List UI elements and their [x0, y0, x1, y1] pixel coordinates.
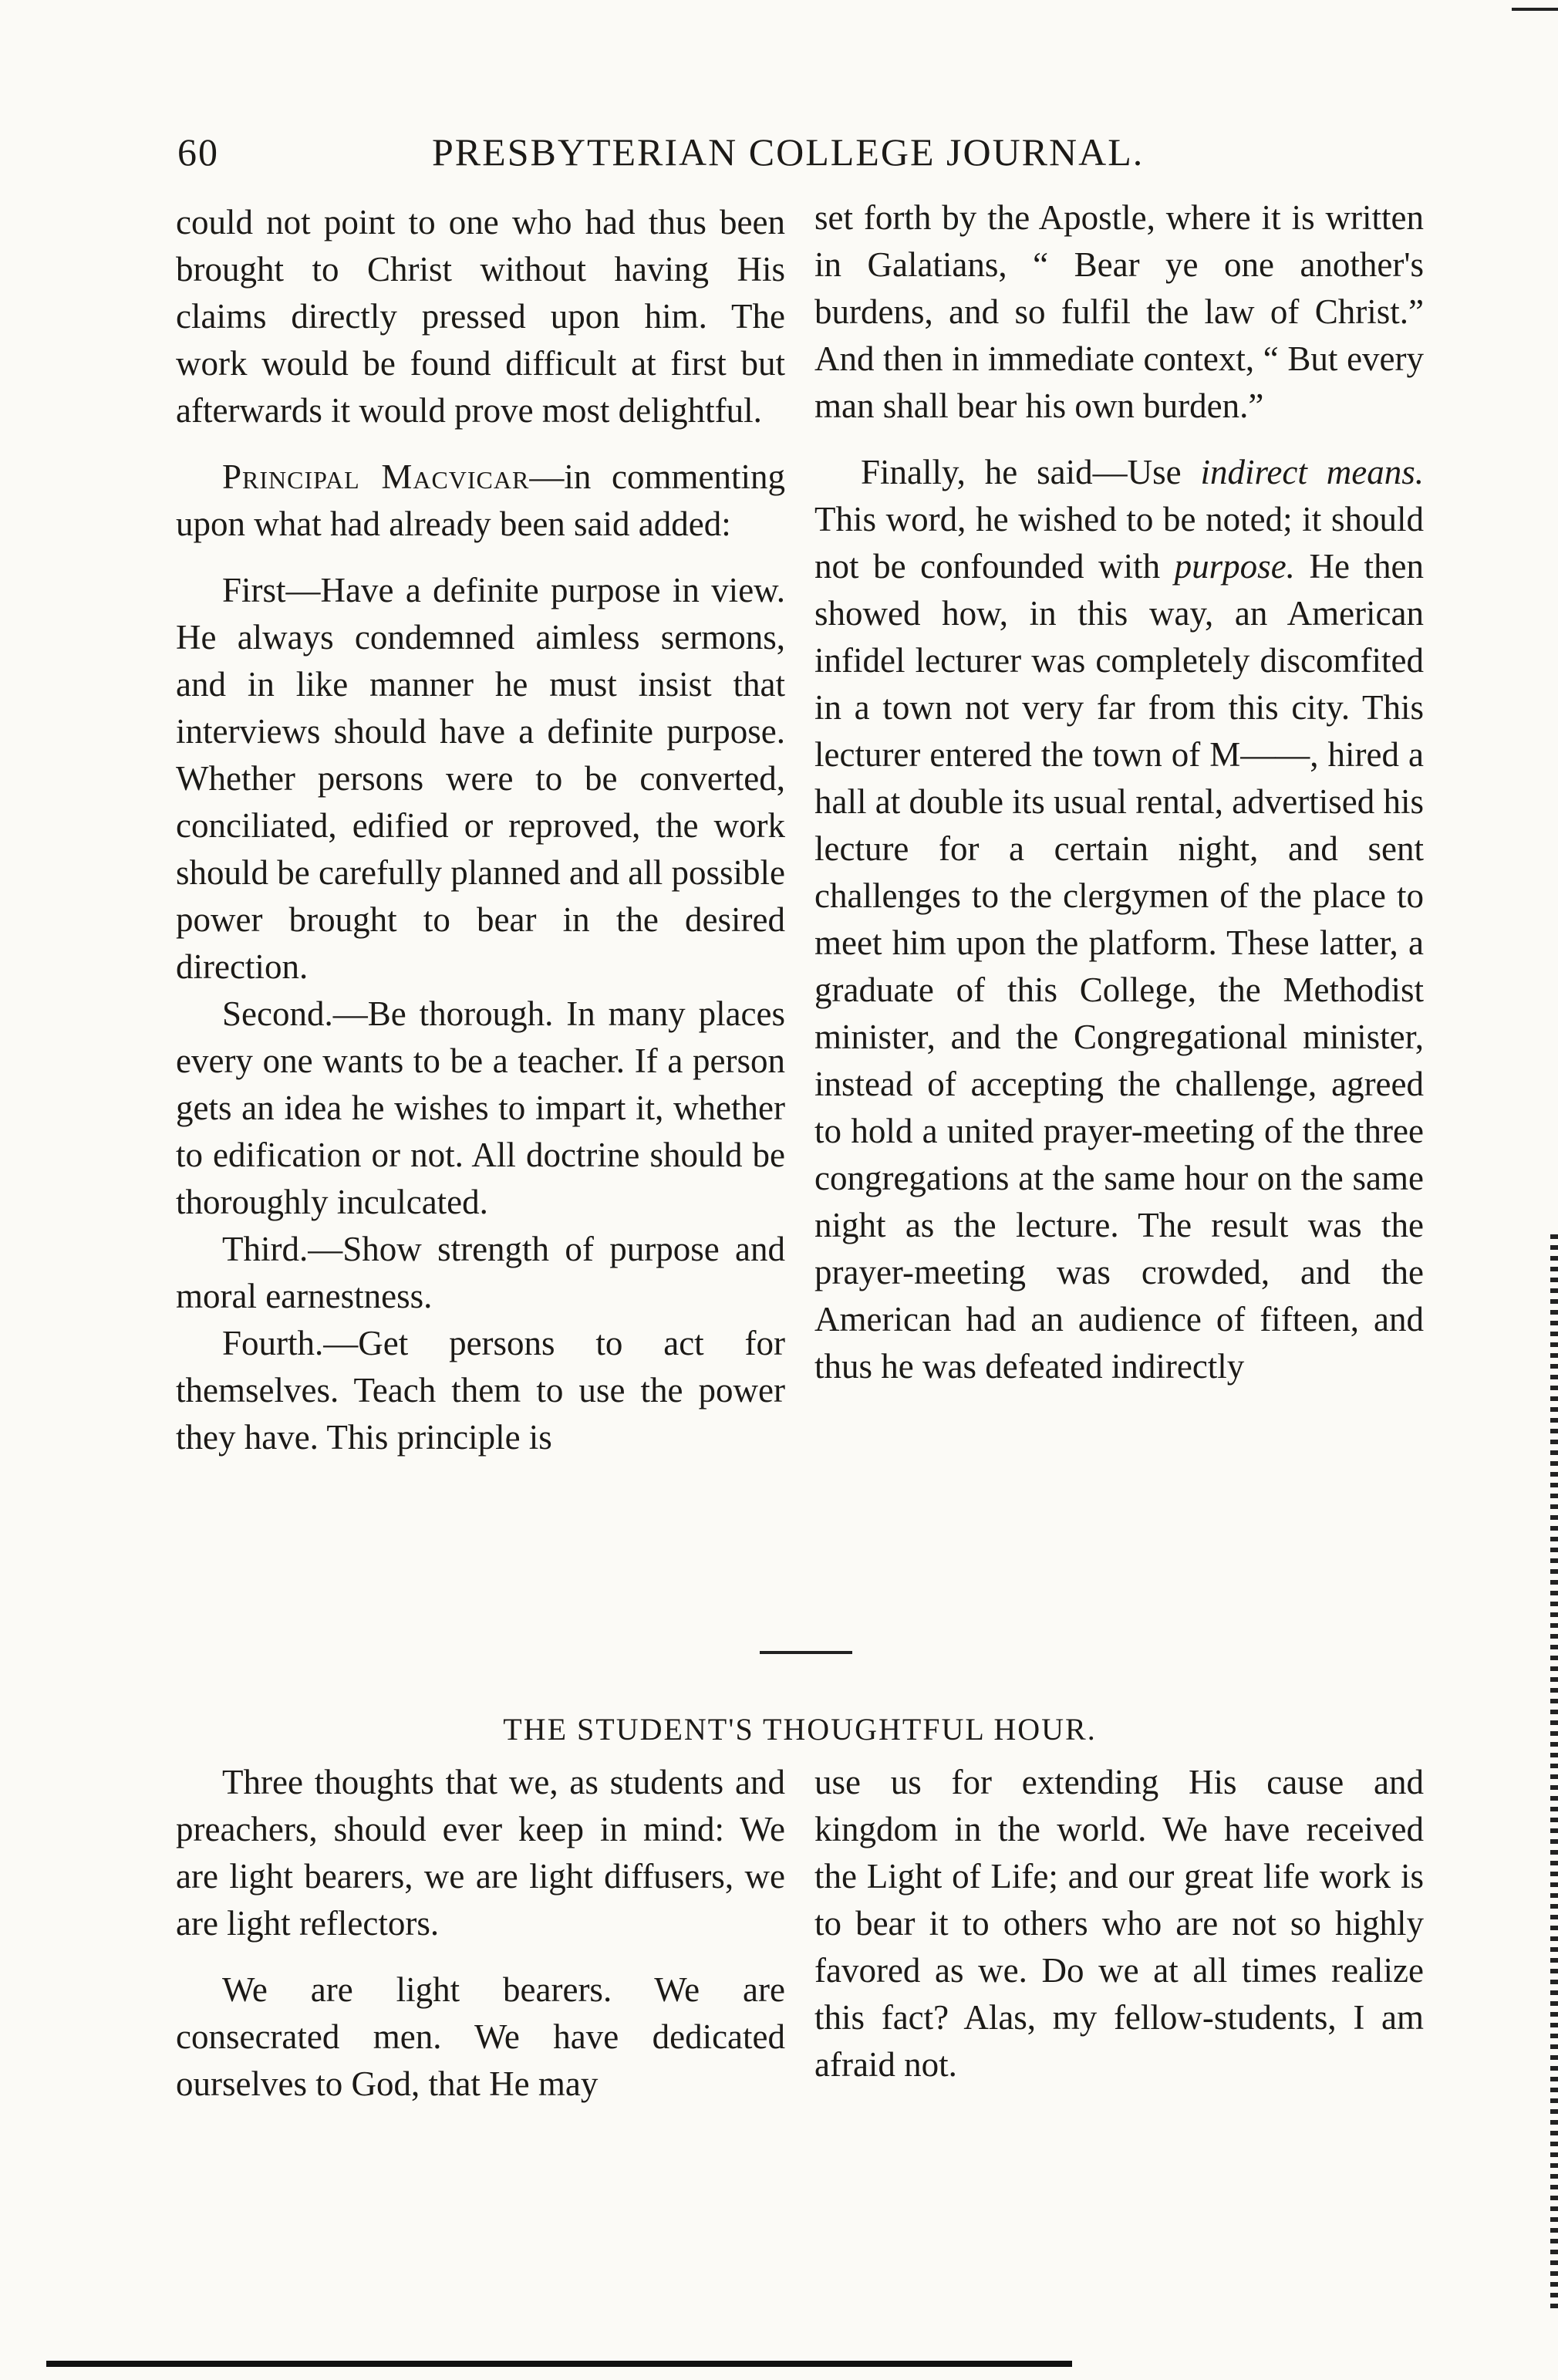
emphasis: purpose. [1174, 547, 1295, 586]
paragraph: Third.—Show strength of purpose and moral earnestness. [176, 1230, 785, 1315]
paragraph: Fourth.—Get persons to act for themselves. Teach them to use the power they have. This principle is [176, 1324, 785, 1457]
article-right-column [814, 194, 1424, 1390]
paragraph: Three thoughts that we, as students and preachers, should ever keep in mind: We are light bearers, we are light diffusers, we are light reflectors. [176, 1763, 785, 1943]
scan-edge-mark [1550, 1234, 1558, 2314]
article2-left-column [176, 1759, 785, 2108]
article-left-column [176, 199, 785, 1461]
section-divider [760, 1651, 852, 1654]
paragraph: could not point to one who had thus been brought to Christ without having His claims directly pressed upon him. The work would be found difficult at first but afterwards it would prove most delightful. [176, 203, 785, 430]
page-header [177, 130, 1180, 184]
paragraph: Second.—Be thorough. In many places every one wants to be a teacher. If a person gets an idea he wishes to impart it, whether to edification or not. All doctrine should be thoroughly inculcated. [176, 994, 785, 1221]
emphasis: indirect means. [1200, 453, 1424, 491]
paragraph: use us for extending His cause and kingdom in the world. We have received the Light of Life; and our great life work is to bear it to others who are not so highly favored as we. Do we at all times realize this fact? Alas, my fellow-students, I am afraid not. [814, 1763, 1424, 2084]
paragraph: We are light bearers. We are consecrated men. We have dedicated ourselves to God, that He may [176, 1970, 785, 2103]
scan-bottom-rule [46, 2361, 1072, 2367]
paragraph: set forth by the Apostle, where it is written in Galatians, “ Bear ye one another's burdens, and so fulfil the law of Christ.” And then in immediate context, “ But every man shall bear his own burden.” [814, 198, 1424, 425]
speaker-name: Principal Macvicar [222, 457, 530, 496]
paragraph: Finally, he said—Use indirect means. This word, he wished to be noted; it should not be confounded with purpose. He then showed how, in this way, an American infidel lecturer was completely discomfited in a town not very far from this city. This lecturer entered the town of M——, hired a hall at double its usual rental, advertised his lecture for a certain night, and sent challenges to the clergymen of the place to meet him upon the platform. These latter, a graduate of this College, the Methodist minister, and the Congregational minister, instead of accepting the challenge, agreed to hold a united prayer-meeting of the three congregations at the same hour on the same night as the lecture. The result was the prayer-meeting was crowded, and the American had an audience of fifteen, and thus he was defeated indirectly [814, 453, 1424, 1386]
page-number: 60 [177, 130, 219, 174]
paragraph: Principal Macvicar—in commenting upon what had already been said added: [176, 457, 785, 543]
scan-corner-mark [1512, 8, 1558, 11]
article2-right-column [814, 1759, 1424, 2088]
paragraph: First—Have a definite purpose in view. He always condemned aimless sermons, and in like manner he must insist that interviews should have a definite purpose. Whether persons were to be converted, conciliated, edified or reproved, the work should be carefully planned and all possible power brought to bear in the desired direction. [176, 571, 785, 986]
section-title: THE STUDENT'S THOUGHTFUL HOUR. [503, 1712, 1097, 1747]
journal-title: PRESBYTERIAN COLLEGE JOURNAL. [432, 130, 1145, 174]
